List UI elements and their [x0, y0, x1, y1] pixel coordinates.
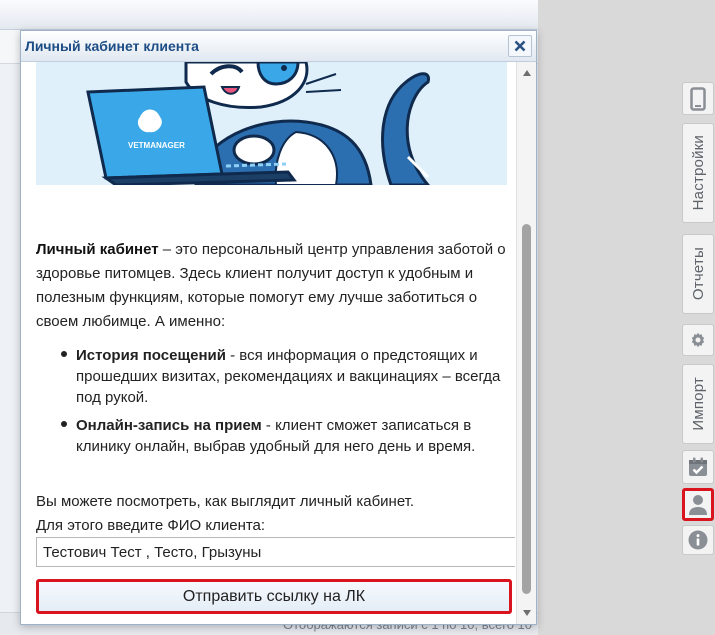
send-link-button[interactable]: Отправить ссылку на ЛК — [36, 579, 512, 614]
bullet-text: - вся информация о предстоящих и прошедших визитах, рекомендациях и вакцинациях – всегда под рукой. — [76, 347, 501, 406]
dialog-header — [21, 31, 536, 62]
bullet-online-booking — [76, 415, 506, 457]
sidebar-item-gear[interactable] — [682, 324, 714, 356]
user-icon — [688, 494, 708, 516]
sidebar-item-calendar[interactable] — [682, 450, 714, 484]
sidebar-item-client-account[interactable] — [682, 488, 714, 521]
client-account-dialog — [20, 30, 537, 625]
bullet-dot — [61, 351, 67, 357]
intro-text: – это персональный центр управления заботой о здоровье питомцев. Здесь клиент получит доступ к удобным и полезным функциям, которые помогут ему лучше заботиться о своем любимце. А именно: — [36, 241, 506, 330]
sidebar-item-phone[interactable] — [682, 82, 714, 115]
gear-icon — [689, 331, 707, 349]
close-button[interactable] — [508, 35, 532, 57]
dialog-content — [21, 62, 515, 624]
cat-laptop-image — [36, 62, 507, 185]
client-name-input[interactable] — [36, 537, 515, 567]
hero-illustration — [36, 62, 507, 185]
intro-bold: Личный кабинет — [36, 241, 159, 258]
info-icon — [688, 530, 708, 550]
bullet-bold: История посещений — [76, 347, 226, 364]
outro-line-2: Для этого введите ФИО клиента: — [36, 517, 266, 534]
bullet-text: - клиент сможет записаться в клинику онлайн, выбрав удобный для него день и время. — [76, 417, 476, 455]
sidebar-item-label: Импорт — [689, 377, 707, 431]
sidebar-item-reports[interactable] — [682, 234, 714, 314]
close-icon — [514, 40, 526, 52]
dialog-title: Личный кабинет клиента — [25, 38, 199, 54]
bullet-bold: Онлайн-запись на прием — [76, 417, 262, 434]
scroll-down-icon[interactable] — [517, 604, 537, 622]
dialog-scrollbar[interactable] — [516, 62, 536, 624]
sidebar-item-label: Настройки — [689, 135, 707, 211]
sidebar-item-info[interactable] — [682, 525, 714, 555]
right-sidebar — [680, 80, 715, 560]
laptop-logo-text: VETMANAGER — [128, 141, 185, 150]
sidebar-item-settings[interactable] — [682, 123, 714, 223]
sidebar-item-import[interactable] — [682, 364, 714, 444]
background-toolbar — [0, 0, 538, 30]
calendar-check-icon — [687, 456, 709, 478]
sidebar-item-label: Отчеты — [689, 247, 707, 301]
bullet-dot — [61, 421, 67, 427]
scroll-thumb[interactable] — [522, 224, 531, 594]
bullet-history — [76, 345, 506, 408]
scroll-up-icon[interactable] — [517, 64, 537, 82]
intro-paragraph — [36, 238, 506, 334]
phone-icon — [690, 87, 706, 111]
outro-line-1: Вы можете посмотреть, как выглядит личный кабинет. — [36, 493, 415, 510]
